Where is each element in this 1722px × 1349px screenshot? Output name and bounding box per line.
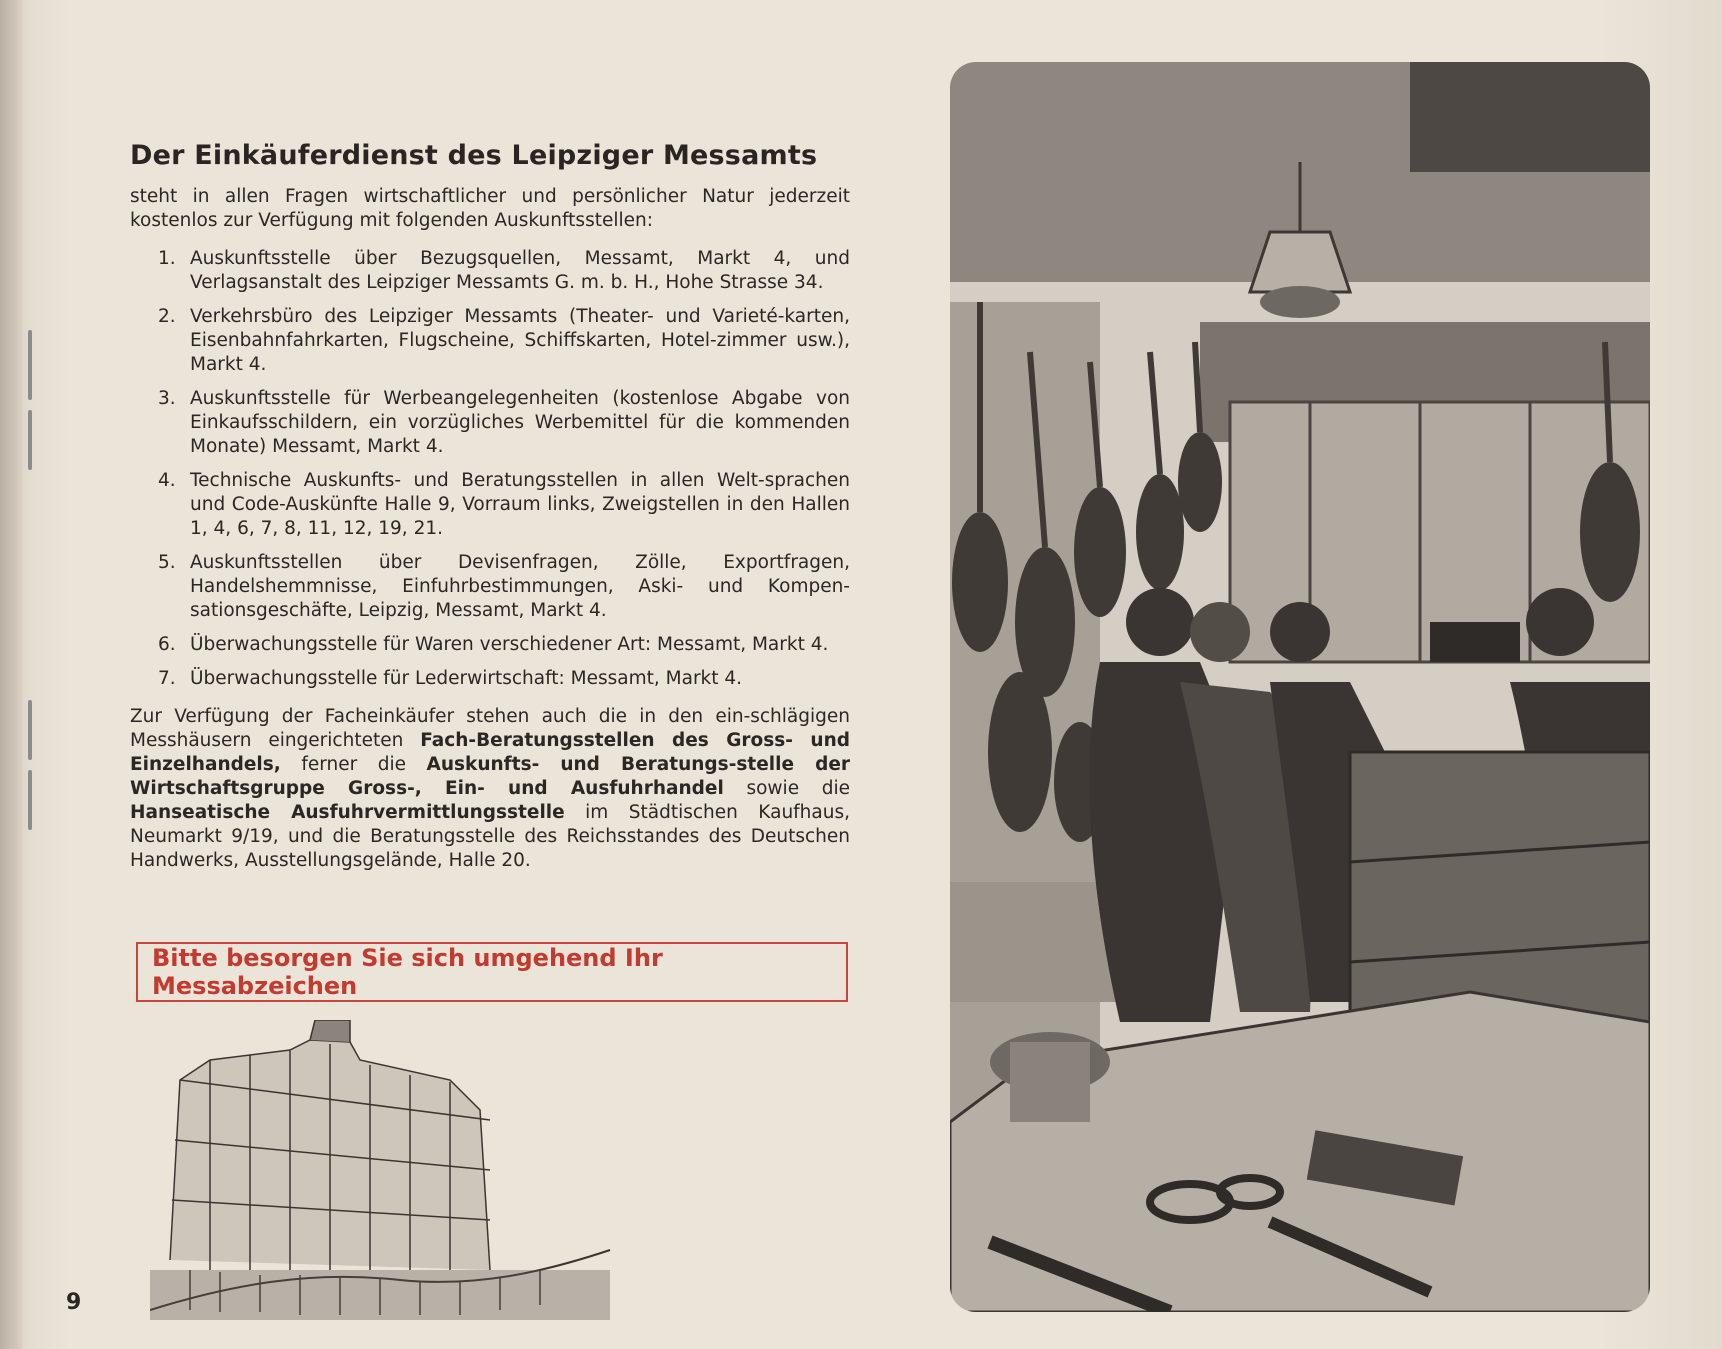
list-item — [130, 633, 850, 657]
list-item-number: 6. — [158, 634, 176, 655]
page-number: 9 — [66, 1290, 82, 1315]
staple-top — [28, 330, 32, 400]
list-item-text: Technische Auskunfts- und Beratungsstellen in allen Welt-sprachen und Code-Auskünfte Halle 9, Vorraum links, Zweigstellen in den Hallen 1, 4, 6, 7, 8, 11, 12, 19, 21. — [190, 470, 850, 539]
closing-paragraph — [130, 705, 850, 873]
list-item — [130, 247, 850, 295]
book-binding — [0, 0, 22, 1349]
closing-text-2: ferner die — [280, 754, 427, 775]
list-item-text: Auskunftsstellen über Devisenfragen, Zölle, Exportfragen, Handelshemmnisse, Einfuhrbestimmungen, Aski- und Kompen-sationsgeschäfte, Leipzig, Messamt, Markt 4. — [190, 552, 850, 621]
building-illustration — [150, 1020, 630, 1320]
staple-top-lower — [28, 410, 32, 470]
list-item-text: Auskunftsstelle über Bezugsquellen, Messamt, Markt 4, und Verlagsanstalt des Leipziger Messamts G. m. b. H., Hohe Strasse 34. — [190, 248, 850, 293]
list-item — [130, 551, 850, 623]
list-item-number: 7. — [158, 668, 176, 689]
service-list — [130, 247, 850, 691]
list-item-number: 1. — [158, 248, 176, 269]
closing-text-1: Zur Verfügung der Facheinkäufer stehen auch die in den ein-schlägigen Messhäusern eingerichteten — [130, 706, 850, 751]
shop-illustration — [950, 62, 1650, 1312]
left-page-text — [130, 140, 850, 873]
page-heading: Der Einkäuferdienst des Leipziger Messamts — [130, 140, 818, 171]
closing-bold-2: Auskunfts- und Beratungs-stelle der Wirtschaftsgruppe Gross-, Ein- und Ausfuhrhandel — [130, 754, 850, 799]
closing-bold-1: Fach-Beratungsstellen des Gross- und Einzelhandels, — [130, 730, 850, 775]
list-item-number: 4. — [158, 470, 176, 491]
list-item-number: 3. — [158, 388, 176, 409]
list-item-text: Verkehrsbüro des Leipziger Messamts (Theater- und Varieté-karten, Eisenbahnfahrkarten, Flugscheine, Schiffskarten, Hotel-zimmer usw.), Markt 4. — [190, 306, 850, 375]
list-item — [130, 387, 850, 459]
list-item-text: Überwachungsstelle für Waren verschiedener Art: Messamt, Markt 4. — [190, 634, 829, 655]
staple-bottom — [28, 700, 32, 760]
list-item-number: 2. — [158, 306, 176, 327]
list-item-number: 5. — [158, 552, 176, 573]
notice-text: Bitte besorgen Sie sich umgehend Ihr Messabzeichen — [152, 944, 663, 1000]
staple-bottom-lower — [28, 770, 32, 830]
list-item-text: Auskunftsstelle für Werbeangelegenheiten (kostenlose Abgabe von Einkaufsschildern, ein vorzügliches Werbemittel für die kommenden Monate) Messamt, Markt 4. — [190, 388, 850, 457]
closing-text-4: im Städtischen Kaufhaus, Neumarkt 9/19, und die Beratungsstelle des Reichsstandes des Deutschen Handwerks, Ausstellungsgelände, Halle 20. — [130, 802, 850, 871]
list-item-text: Überwachungsstelle für Lederwirtschaft: Messamt, Markt 4. — [190, 668, 743, 689]
list-item — [130, 667, 850, 691]
closing-text-3: sowie die — [723, 778, 850, 799]
list-item — [130, 305, 850, 377]
list-item — [130, 469, 850, 541]
notice-box — [136, 942, 848, 1002]
closing-bold-3: Hanseatische Ausfuhrvermittlungsstelle — [130, 802, 565, 823]
intro-paragraph: steht in allen Fragen wirtschaftlicher und persönlicher Natur jederzeit kostenlos zur Verfügung mit folgenden Auskunftsstellen: — [130, 186, 850, 231]
